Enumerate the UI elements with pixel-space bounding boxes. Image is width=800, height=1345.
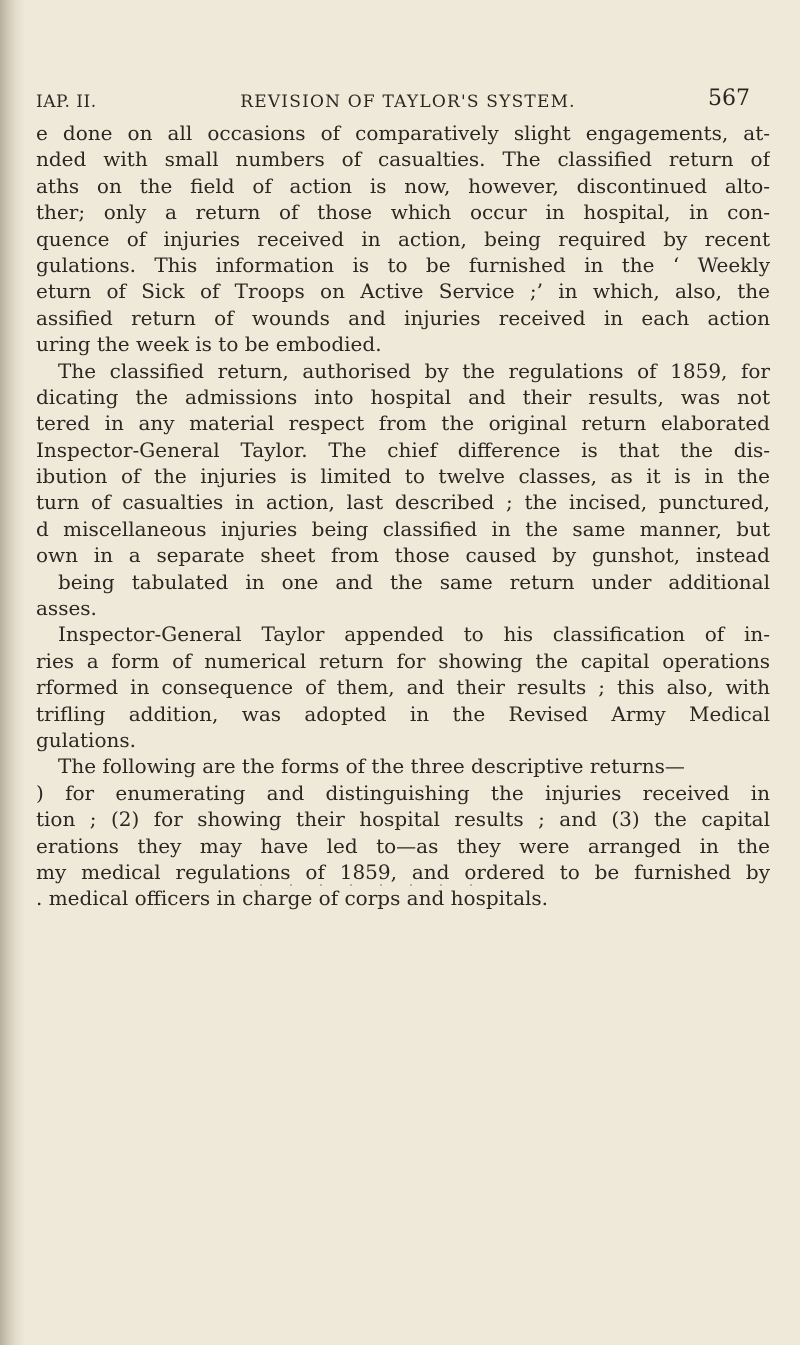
text-line: ) for enumerating and distinguishing the injuries received in: [36, 780, 770, 805]
text-line: . medical officers in charge of corps and hospitals.: [36, 886, 549, 911]
show-through-dot: [320, 884, 322, 886]
binding-shadow: [0, 0, 26, 1345]
text-line: Inspector-General Taylor. The chief difference is that the dis-: [36, 437, 770, 462]
show-through-dot: [470, 884, 472, 886]
show-through-dots: [250, 880, 490, 890]
show-through-dot: [440, 884, 442, 886]
text-line: dicating the admissions into hospital and their results, was not: [36, 384, 770, 409]
text-line: asses.: [36, 596, 97, 621]
running-head: [36, 86, 780, 116]
text-line: aths on the field of action is now, however, discontinued alto-: [36, 173, 770, 198]
chapter-label: IAP. II.: [36, 92, 97, 112]
body-text: [36, 120, 770, 912]
text-line: rformed in consequence of them, and their results ; this also, with: [36, 675, 770, 700]
text-line: tion ; (2) for showing their hospital results ; and (3) the capital: [36, 807, 770, 832]
text-line: eturn of Sick of Troops on Active Service ;’ in which, also, the: [36, 279, 770, 304]
text-line: e done on all occasions of comparatively slight engagements, at-: [36, 121, 770, 145]
text-line: trifling addition, was adopted in the Revised Army Medical: [36, 701, 770, 726]
text-line: tered in any material respect from the original return elaborated: [36, 411, 770, 436]
show-through-dot: [380, 884, 382, 886]
text-line: The classified return, authorised by the regulations of 1859, for: [58, 358, 770, 383]
text-line: nded with small numbers of casualties. The classified return of: [36, 147, 770, 172]
text-line: assified return of wounds and injuries received in each action: [36, 305, 770, 330]
text-line: d miscellaneous injuries being classified in the same manner, but: [36, 516, 770, 541]
text-line: quence of injuries received in action, being required by recent: [36, 226, 770, 251]
show-through-dot: [260, 884, 262, 886]
text-line: uring the week is to be embodied.: [36, 332, 382, 357]
text-line: ries a form of numerical return for showing the capital operations: [36, 648, 770, 673]
show-through-dot: [350, 884, 352, 886]
text-line: turn of casualties in action, last described ; the incised, punctured,: [36, 490, 770, 515]
text-line: gulations. This information is to be furnished in the ‘ Weekly: [36, 252, 770, 277]
text-line: ibution of the injuries is limited to twelve classes, as it is in the: [36, 464, 770, 489]
running-title: REVISION OF TAYLOR'S SYSTEM.: [240, 92, 576, 112]
text-line: own in a separate sheet from those caused by gunshot, instead: [36, 543, 770, 568]
text-line: being tabulated in one and the same return under additional: [58, 569, 770, 594]
text-line: my medical regulations of 1859, and ordered to be furnished by: [36, 859, 770, 884]
show-through-dot: [410, 884, 412, 886]
text-line: gulations.: [36, 727, 136, 752]
show-through-dot: [290, 884, 292, 886]
text-line: The following are the forms of the three descriptive returns—: [58, 754, 685, 779]
text-line: erations they may have led to—as they were arranged in the: [36, 833, 770, 858]
text-line: Inspector-General Taylor appended to his classification of in-: [58, 622, 770, 647]
text-line: ther; only a return of those which occur in hospital, in con-: [36, 200, 770, 225]
page-number: 567: [708, 86, 750, 111]
